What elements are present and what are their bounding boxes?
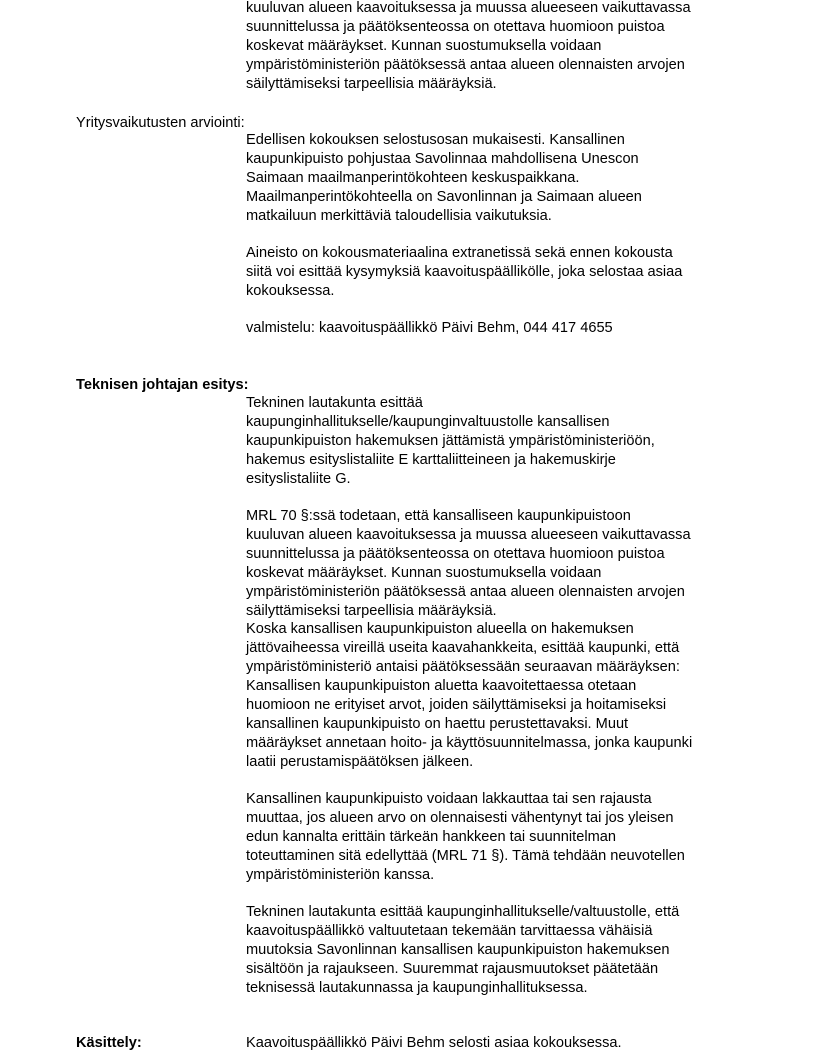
text-line: säilyttämiseksi tarpeellisia määräyksiä. (246, 75, 497, 92)
text-line: MRL 70 §:ssä todetaan, että kansalliseen kaupunkipuistoon (246, 508, 631, 524)
text-line: kaupunkipuisto pohjustaa Savolinnaa mahdollisena Unescon (246, 150, 639, 167)
text-line: kuuluvan alueen kaavoituksessa ja muussa alueeseen vaikuttavassa (246, 526, 691, 543)
text-line: Koska kansallisen kaupunkipuiston alueella on hakemuksen (246, 621, 634, 638)
text-line: ympäristöministeriön päätöksessä antaa alueen olennaisten arvojen (246, 56, 685, 73)
text-line: kansallinen kaupunkipuisto on haettu perustettavaksi. Muut (246, 715, 629, 732)
text-line: Aineisto on kokousmateriaalina extranetissä sekä ennen kokousta (246, 245, 673, 261)
text-line: sisältöön ja rajaukseen. Suuremmat rajausmuutokset päätetään (246, 960, 659, 977)
text-line: hakemus esityslistaliite E karttaliitteineen ja hakemuskirje (246, 451, 616, 468)
esitys-paragraph-2 (246, 507, 746, 772)
esitys-paragraph-4 (246, 903, 746, 998)
text-line: koskevat määräykset. Kunnan suostumuksella voidaan (246, 37, 602, 54)
text-line: Edellisen kokouksen selostusosan mukaisesti. Kansallinen (246, 132, 625, 148)
text-line: matkailuun merkittäviä taloudellisia vaikutuksia. (246, 207, 552, 224)
section-label-yritysvaikutukset: Yritysvaikutusten arviointi: (76, 115, 245, 131)
continued-paragraph (246, 0, 746, 94)
text-line: teknisessä lautakunnassa ja kaupunginhallituksessa. (246, 979, 588, 996)
text-line: kaupunkipuiston hakemuksen jättämistä ympäristöministeriöön, (246, 432, 655, 449)
text-line: Kaavoituspäällikkö Päivi Behm selosti asiaa kokouksessa. (246, 1035, 622, 1051)
text-line: ympäristöministeriö antaisi päätöksessään seuraavan määräyksen: (246, 659, 680, 676)
text-line: säilyttämiseksi tarpeellisia määräyksiä. (246, 602, 497, 619)
kasittely-text (246, 1034, 746, 1053)
text-line: Tekninen lautakunta esittää (246, 395, 423, 411)
text-line: huomioon ne erityiset arvot, joiden säilyttämiseksi ja hoitamiseksi (246, 697, 667, 714)
text-line: suunnittelussa ja päätöksenteossa on otettava huomioon puistoa (246, 18, 665, 35)
text-line: suunnittelussa ja päätöksenteossa on otettava huomioon puistoa (246, 545, 665, 562)
text-line: ympäristöministeriön päätöksessä antaa alueen olennaisten arvojen (246, 583, 685, 600)
text-line: määräykset annetaan hoito- ja käyttösuunnitelmassa, jonka kaupunki (246, 734, 693, 751)
section-label-esitys: Teknisen johtajan esitys: (76, 377, 249, 393)
text-line: Saimaan maailmanperintökohteen keskuspaikkana. (246, 169, 580, 186)
text-line: valmistelu: kaavoituspäällikkö Päivi Behm, 044 417 4655 (246, 320, 613, 336)
text-line: laatii perustamispäätöksen jälkeen. (246, 753, 474, 770)
esitys-paragraph-3 (246, 790, 746, 885)
text-line: Tekninen lautakunta esittää kaupunginhallitukselle/valtuustolle, että (246, 904, 680, 920)
text-line: Kansallinen kaupunkipuisto voidaan lakkauttaa tai sen rajausta (246, 791, 652, 807)
text-line: kuuluvan alueen kaavoituksessa ja muussa alueeseen vaikuttavassa (246, 0, 691, 16)
text-line: muuttaa, jos alueen arvo on olennaisesti vähentynyt tai jos yleisen (246, 809, 674, 826)
text-line: ympäristöministeriön kanssa. (246, 866, 435, 883)
valmistelu-line (246, 319, 746, 338)
text-line: koskevat määräykset. Kunnan suostumuksella voidaan (246, 564, 602, 581)
text-line: Kansallisen kaupunkipuiston aluetta kaavoitettaessa otetaan (246, 678, 637, 695)
text-line: kaupunginhallitukselle/kaupunginvaltuustolle kansallisen (246, 413, 610, 430)
text-line: muutoksia Savonlinnan kansallisen kaupunkipuiston hakemuksen (246, 941, 670, 958)
text-line: Maailmanperintökohteella on Savonlinnan ja Saimaan alueen (246, 188, 642, 205)
esitys-paragraph-1 (246, 394, 746, 489)
text-line: jättövaiheessa vireillä useita kaavahankkeita, esittää kaupunki, että (246, 640, 680, 657)
text-line: kokouksessa. (246, 282, 335, 299)
text-line: siitä voi esittää kysymyksiä kaavoituspäällikölle, joka selostaa asiaa (246, 263, 683, 280)
text-line: toteuttaminen sitä edellyttää (MRL 71 §). Tämä tehdään neuvotellen (246, 847, 685, 864)
text-line: esityslistaliite G. (246, 470, 351, 487)
section-label-kasittely: Käsittely: (76, 1035, 142, 1051)
text-line: edun kannalta erittäin tärkeän hankkeen tai suunnitelman (246, 828, 616, 845)
yritysvaikutukset-paragraph-2 (246, 244, 746, 301)
text-line: kaavoituspäällikkö valtuutetaan tekemään tarvittaessa vähäisiä (246, 922, 653, 939)
yritysvaikutukset-paragraph-1 (246, 131, 746, 226)
